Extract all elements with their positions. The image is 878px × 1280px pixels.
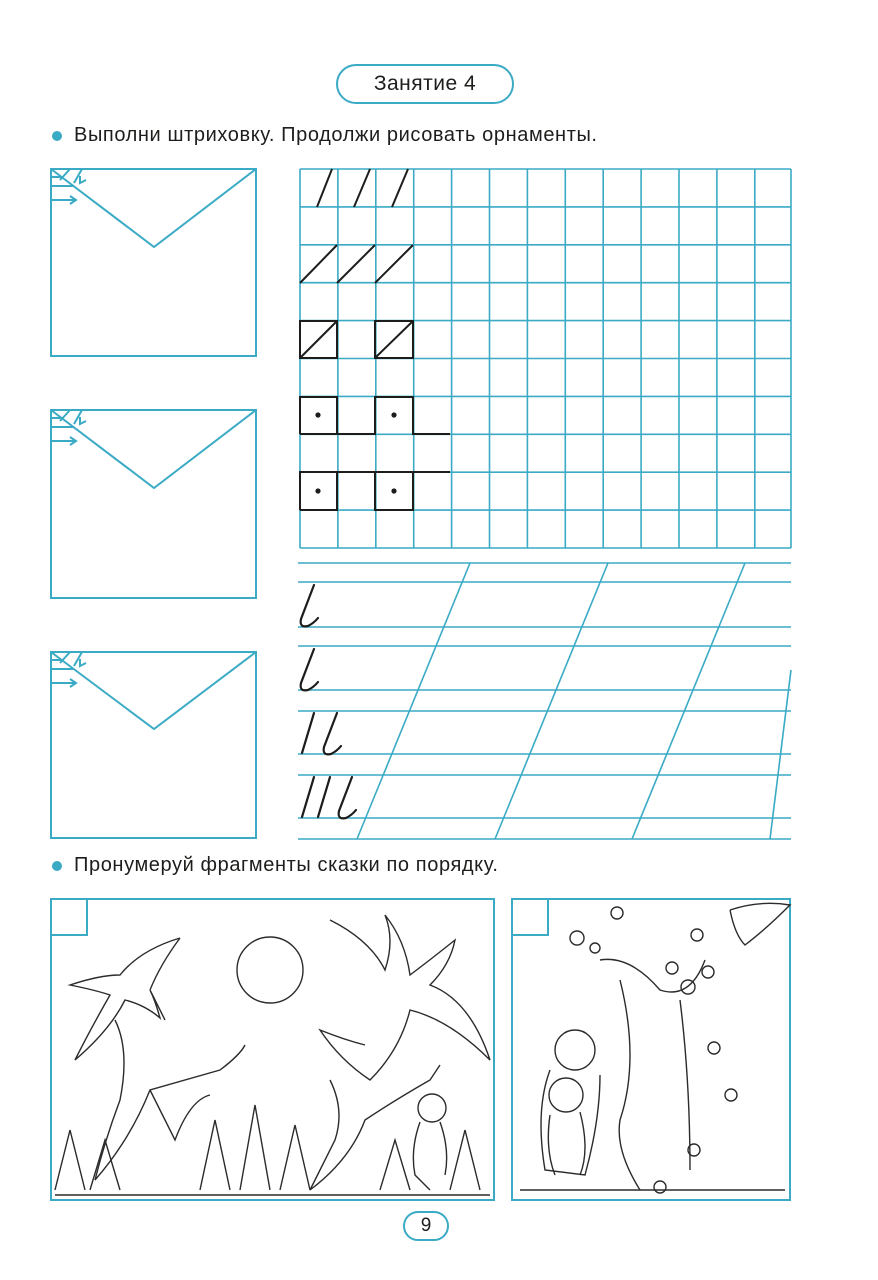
task-text-1: Выполни штриховку. Продолжи рисовать орнаменты. — [74, 124, 598, 146]
swan-icon — [310, 1065, 440, 1190]
apple-icon — [570, 931, 584, 945]
apple-icon — [590, 943, 600, 953]
apple-icon — [725, 1089, 737, 1101]
number-box-2[interactable] — [512, 899, 548, 935]
swan-icon — [70, 938, 180, 1060]
number-box-1[interactable] — [51, 899, 87, 935]
apple-icon — [611, 907, 623, 919]
page-number-badge — [403, 1211, 449, 1241]
forest-icon — [55, 1105, 480, 1190]
illustration-swans — [51, 899, 494, 1200]
illustration-apple-tree — [512, 899, 790, 1200]
apple-icon — [702, 966, 714, 978]
apple-icon — [666, 962, 678, 974]
lesson-title: Занятие 4 — [373, 72, 477, 95]
apple-icon — [708, 1042, 720, 1054]
task-text-2: Пронумеруй фрагменты сказки по порядку. — [74, 854, 499, 876]
moon-icon — [237, 937, 303, 1003]
apple-icon — [654, 1181, 666, 1193]
apple-icon — [691, 929, 703, 941]
swan-icon — [320, 915, 490, 1080]
page-number: 9 — [420, 1215, 432, 1236]
swan-icon — [730, 903, 790, 945]
